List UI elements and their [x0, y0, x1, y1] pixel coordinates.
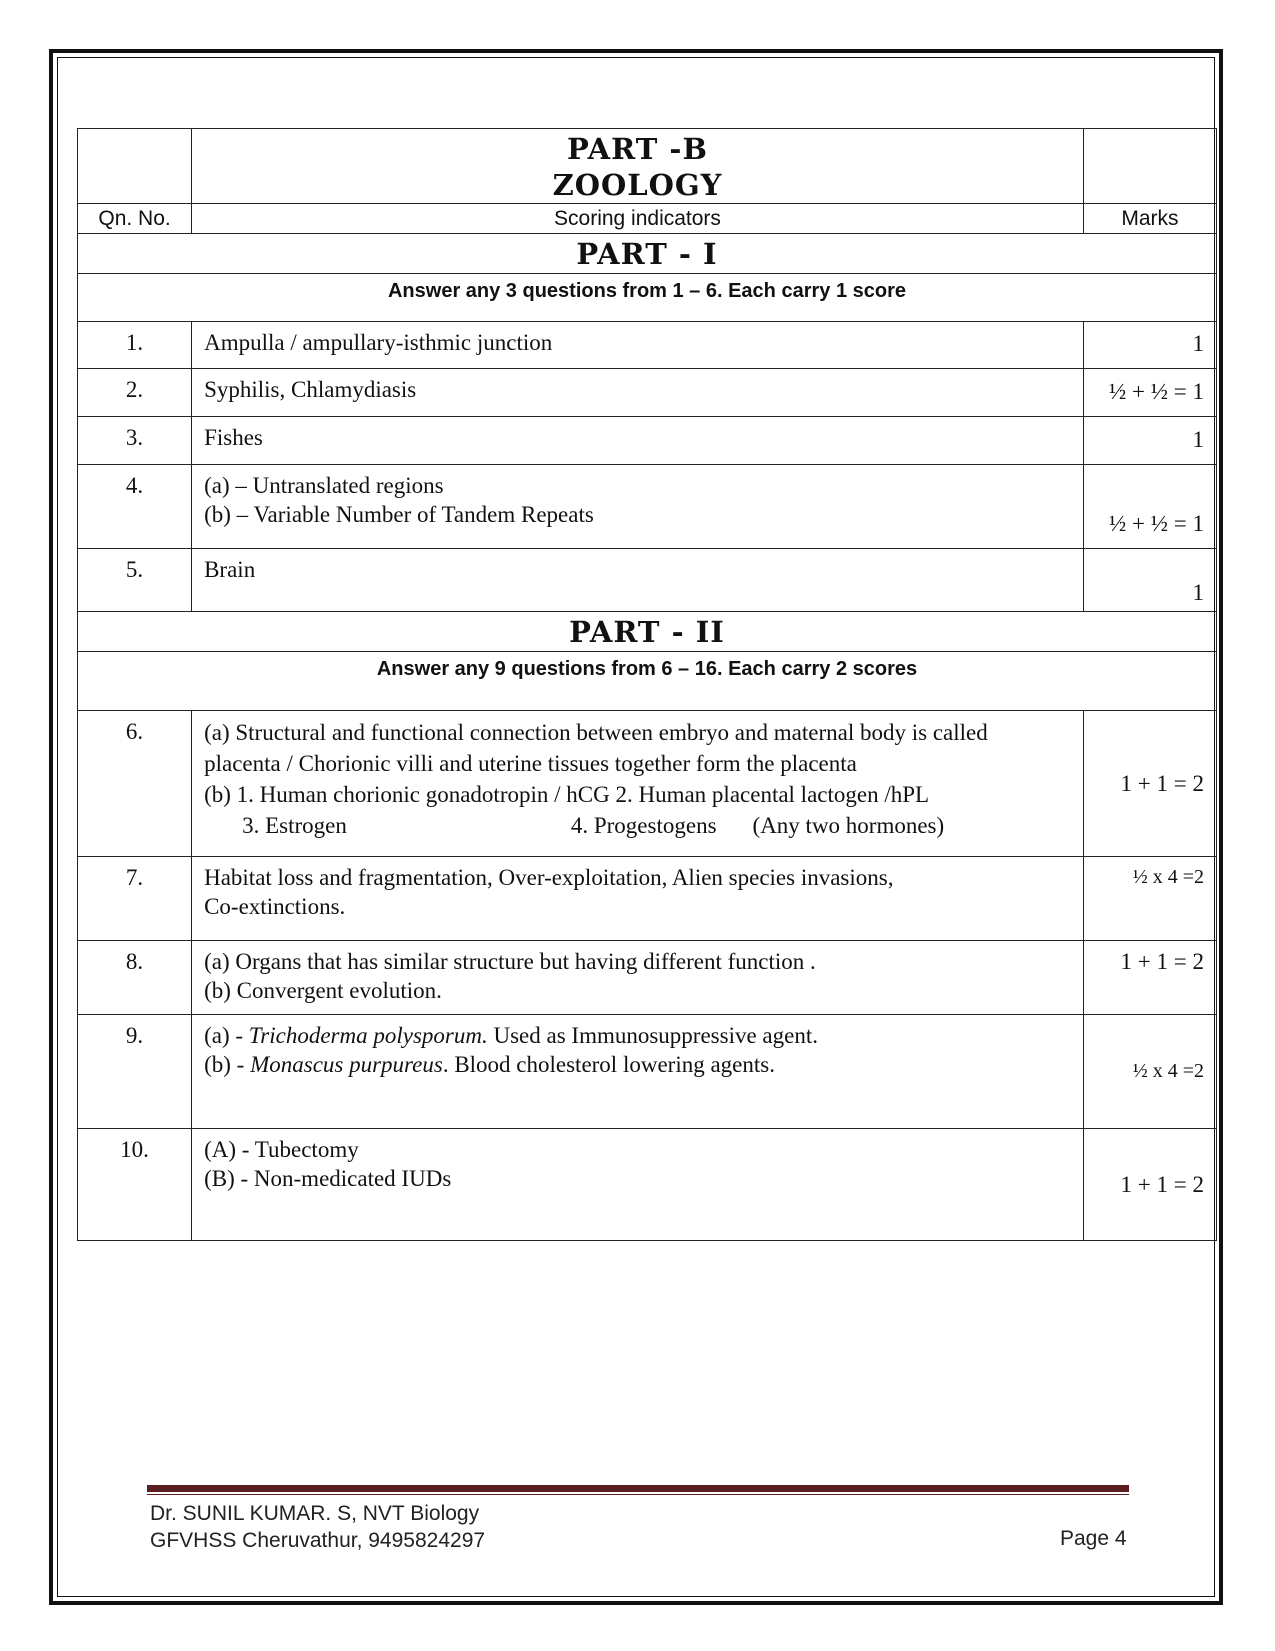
answer-line: (b) 1. Human chorionic gonadotropin / hCG 2. Human placental lactogen /hPL — [204, 782, 930, 807]
part2-title-row — [78, 612, 1217, 652]
table-row — [78, 1129, 1217, 1241]
col-indicators-header: Scoring indicators — [192, 204, 1084, 234]
table-row — [78, 1015, 1217, 1129]
page-number: Page 4 — [1060, 1527, 1127, 1550]
footer-divider — [147, 1485, 1129, 1492]
question-number: 1. — [78, 322, 192, 369]
question-number: 5. — [78, 549, 192, 612]
marks-value: 1 + 1 = 2 — [1083, 1129, 1216, 1241]
answer-line: (b) Convergent evolution. — [204, 978, 442, 1003]
answer-line: (b) – Variable Number of Tandem Repeats — [204, 502, 594, 527]
question-number: 3. — [78, 417, 192, 465]
part2-instruction-row — [78, 652, 1217, 711]
col-qn-header: Qn. No. — [78, 204, 192, 234]
hormone-estrogen: 3. Estrogen — [242, 813, 347, 838]
part-title: PART -B — [566, 132, 708, 166]
answer-text — [192, 465, 1084, 549]
marks-value: ½ x 4 =2 — [1083, 1015, 1216, 1129]
marks-value: ½ + ½ = 1 — [1083, 465, 1216, 549]
species-name: Trichoderma polysporum. — [248, 1023, 488, 1048]
part-label: (a) - — [204, 1023, 249, 1048]
hormone-note: (Any two hormones) — [752, 813, 945, 838]
answer-text: Syphilis, Chlamydiasis — [192, 369, 1084, 417]
title-row — [78, 129, 1217, 204]
answer-text: Ampulla / ampullary-isthmic junction — [192, 322, 1084, 369]
title-blank-right — [1083, 129, 1216, 204]
part-label: (b) - — [204, 1052, 251, 1077]
marks-value: 1 — [1083, 549, 1216, 612]
table-row — [78, 322, 1217, 369]
question-number: 6. — [78, 711, 192, 857]
part1-title-row — [78, 234, 1217, 274]
question-number: 9. — [78, 1015, 192, 1129]
table-row — [78, 549, 1217, 612]
table-row — [78, 711, 1217, 857]
answer-line: Habitat loss and fragmentation, Over-exploitation, Alien species invasions, — [204, 865, 894, 890]
answer-line — [204, 1050, 1073, 1079]
species-name: Monascus purpureus — [250, 1052, 443, 1077]
answer-line: (A) - Tubectomy — [204, 1137, 359, 1162]
answer-line: (a) – Untranslated regions — [204, 473, 444, 498]
question-number: 2. — [78, 369, 192, 417]
answer-text — [192, 711, 1084, 857]
title-cell — [192, 129, 1084, 204]
answer-text — [192, 857, 1084, 941]
marks-value: 1 + 1 = 2 — [1083, 941, 1216, 1015]
table-row — [78, 941, 1217, 1015]
question-number: 4. — [78, 465, 192, 549]
answer-line: placenta / Chorionic villi and uterine tissues together form the placenta — [204, 751, 857, 776]
marks-value: 1 — [1083, 417, 1216, 465]
footer-author: Dr. SUNIL KUMAR. S, NVT Biology — [150, 1502, 480, 1525]
title-blank-left — [78, 129, 192, 204]
footer-divider-thin — [147, 1494, 1129, 1495]
col-marks-header: Marks — [1083, 204, 1216, 234]
question-number: 7. — [78, 857, 192, 941]
answer-text — [192, 1129, 1084, 1241]
marks-value: 1 + 1 = 2 — [1083, 711, 1216, 857]
species-use: . Blood cholesterol lowering agents. — [442, 1052, 775, 1077]
table-row — [78, 857, 1217, 941]
marks-value: 1 — [1083, 322, 1216, 369]
answer-line — [204, 1021, 1073, 1050]
hormone-progestogens: 4. Progestogens — [570, 813, 717, 838]
table-row — [78, 369, 1217, 417]
answer-line — [204, 810, 1073, 841]
part1-title: PART - I — [78, 234, 1217, 274]
marks-value: ½ x 4 =2 — [1083, 857, 1216, 941]
footer-school: GFVHSS Cheruvathur, 9495824297 — [150, 1529, 486, 1552]
species-use: Used as Immunosuppressive agent. — [487, 1023, 818, 1048]
footer-credits — [150, 1500, 485, 1554]
answer-line: (a) Organs that has similar structure but having different function . — [204, 949, 816, 974]
part1-instruction: Answer any 3 questions from 1 – 6. Each carry 1 score — [78, 274, 1217, 322]
column-header-row — [78, 204, 1217, 234]
answer-text: Fishes — [192, 417, 1084, 465]
table-row — [78, 465, 1217, 549]
part2-instruction: Answer any 9 questions from 6 – 16. Each carry 2 scores — [78, 652, 1217, 711]
answer-line: (B) - Non-medicated IUDs — [204, 1166, 452, 1191]
question-number: 10. — [78, 1129, 192, 1241]
question-number: 8. — [78, 941, 192, 1015]
answer-line: (a) Structural and functional connection between embryo and maternal body is called — [204, 720, 988, 745]
part1-instruction-row — [78, 274, 1217, 322]
subject-title: ZOOLOGY — [552, 168, 723, 202]
answer-line: Co-extinctions. — [204, 894, 346, 919]
answer-text: Brain — [192, 549, 1084, 612]
part2-title: PART - II — [78, 612, 1217, 652]
table-row — [78, 417, 1217, 465]
answer-text — [192, 941, 1084, 1015]
marks-value: ½ + ½ = 1 — [1083, 369, 1216, 417]
answer-text — [192, 1015, 1084, 1129]
answer-key-table — [77, 128, 1217, 1241]
